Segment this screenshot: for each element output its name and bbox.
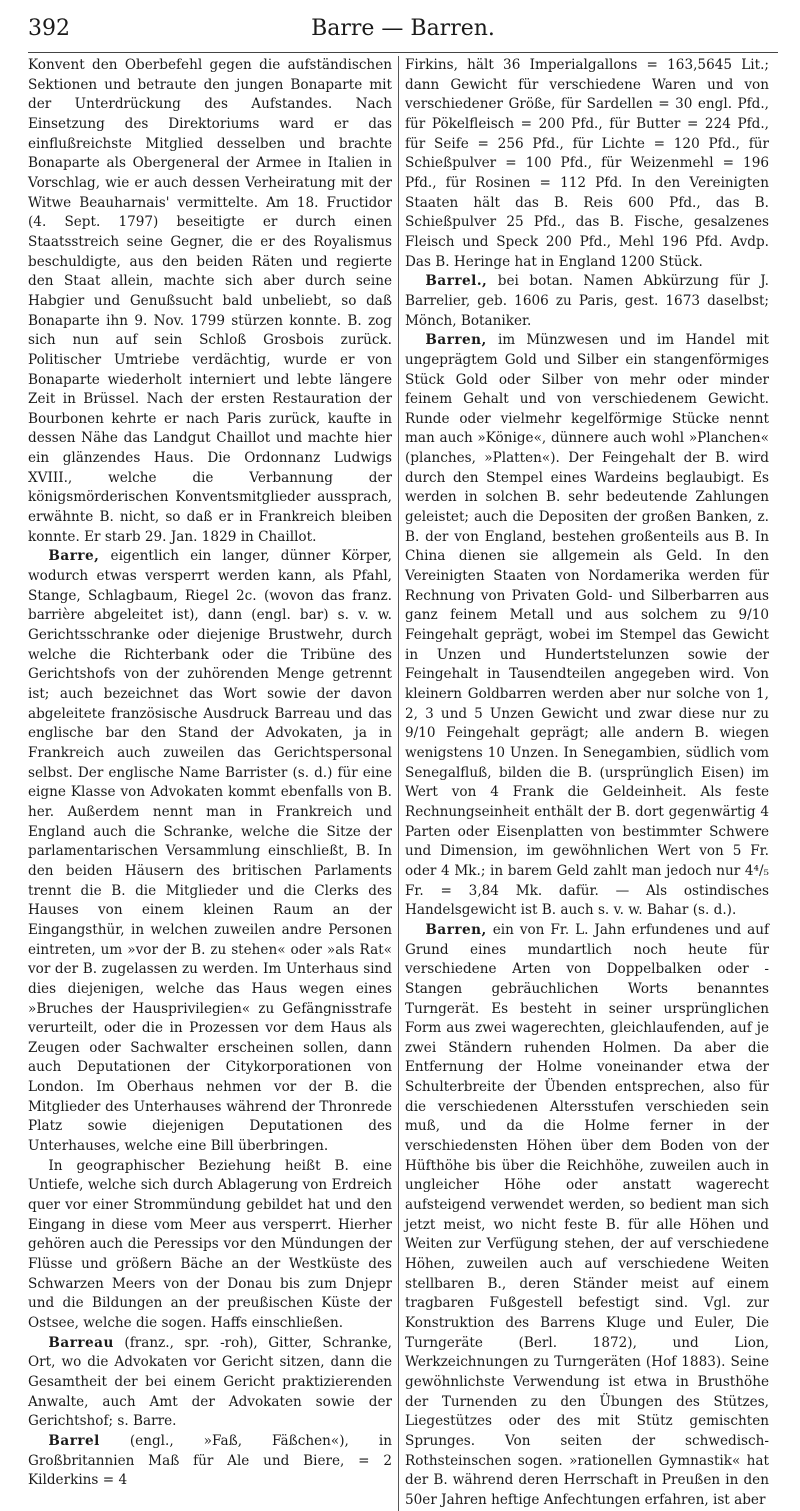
entry-text: (franz., spr. -roh), Gitter, Schranke, Ort, wo die Advokaten vor Gericht sitzen, dann die Gesamtheit der bei einem Gericht praktizierenden Anwalte, auch Amt der Advokaten sowie der Gerichtshof; s. Barre. [28,1334,392,1430]
entry-paragraph [28,547,392,1156]
entry-text: ein von Fr. L. Jahn erfundenes und auf Grund eines mundartlich noch heute für verschiedene Arten von Doppelbalken oder -Stangen gebräuchlichen Worts benanntes Turngerät. Es besteht in seiner ursprünglichen Form aus zwei wagerechten, gleichlaufenden, auf je zwei Ständern ruhenden Holmen. Da aber die Entfernung der Holme voneinander etwa der Schulterbreite der Übenden entsprechen, also für die verschiedenen Altersstufen verschieden sein muß, und da die Holme ferner in der verschiedensten Höhen über dem Boden von der Hüfthöhe bis über die Reichhöhe, zuweilen auch in ungleicher Höhe oder anstatt wagerecht aufsteigend verwendet werden, so bedient man sich jetzt meist, wo nicht feste B. für alle Höhen und Weiten zur Verfügung stehen, der auf verschiedene Höhen, zuweilen auch auf verschiedene Weiten stellbaren B., deren Ständer meist auf einem tragbaren Fußgestell befestigt sind. Vgl. zur Konstruktion des Barrens Kluge und Euler, Die Turngeräte (Berl. 1872), und Lion, Werkzeichnungen zu Turngeräten (Hof 1883). Seine gewöhnlichste Verwendung ist etwa in Brusthöhe der Turnenden zu den Übungen des Stützes, Liegestützes oder des mit Stütz gemischten Sprunges. Von seiten der schwedisch-Rothsteinschen sogen. »rationellen Gymnastik« hat der B. während deren Herrschaft in Preußen in den 50er Jahren heftige Anfechtungen erfahren, ist aber [405,921,769,1508]
entry-text: Konvent den Oberbefehl gegen die aufständischen Sektionen und betraute den jungen Bonaparte mit der Unterdrückung des Aufstandes. Nach Einsetzung des Direktoriums ward er das einflußreichste Mitglied desselben und brachte Bonaparte als Obergeneral der Armee in Italien in Vorschlag, wie er auch dessen Verheiratung mit der Witwe Beauharnais' vermittelte. Am 18. Fructidor (4. Sept. 1797) beseitigte er durch einen Staatsstreich seine Gegner, die er des Royalismus beschuldigte, aus den beiden Räten und regierte den Staat allein, machte sich aber durch seine Habgier und Genußsucht bald unbeliebt, so daß Bonaparte ihn 9. Nov. 1799 stürzen konnte. B. zog sich nun auf sein Schloß Grosbois zurück. Politischer Umtriebe verdächtig, wurde er von Bonaparte wiederholt interniert und lebte längere Zeit in Brüssel. Nach der ersten Restauration der Bourbonen kehrte er nach Paris zurück, kaufte in dessen Nähe das Landgut Chaillot und machte hier ein glänzendes Haus. Die Ordonnanz Ludwigs XVIII., welche die Verbannung der königsmörderischen Konventsmitglieder aussprach, erwähnte B. nicht, so daß er in Frankreich bleiben konnte. Er starb 29. Jan. 1829 in Chaillot. [28,57,392,545]
entry-paragraph [28,1432,392,1491]
entry-headword: Barrel [48,1432,100,1449]
entry-paragraph [405,56,769,272]
entry-headword: Barrel., [425,273,488,290]
entry-paragraph [405,921,769,1511]
entry-paragraph [405,331,769,921]
entry-text: In geographischer Beziehung heißt B. eine Untiefe, welche sich durch Ablagerung von Erdreich quer vor einer Strommündung gebildet hat und den Eingang in diese vom Meer aus versperrt. Hierher gehören auch die Peressips vor den Mündungen der Flüsse und größern Bäche an der Westküste des Schwarzen Meers von der Donau bis zum Dnjepr und die Bildungen an der preußischen Küste der Ostsee, welche die sogen. Haffs einschließen. [28,1157,392,1331]
entry-text: Firkins, hält 36 Imperialgallons = 163,5645 Lit.; dann Gewicht für verschiedene Waren und von verschiedener Größe, für Sardellen = 30 engl. Pfd., für Pökelfleisch = 200 Pfd., für Butter = 224 Pfd., für Seife = 256 Pfd., für Lichte = 120 Pfd., für Schießpulver = 100 Pfd., für Weizenmehl = 196 Pfd., für Rosinen = 112 Pfd. In den Vereinigten Staaten hält das B. Reis 600 Pfd., das B. Schießpulver 25 Pfd., das B. Fische, gesalzenes Fleisch und Speck 200 Pfd., Mehl 196 Pfd. Avdp. Das B. Heringe hat in England 1200 Stück. [405,57,769,270]
entry-paragraph [28,1157,392,1334]
entry-paragraph [28,56,392,547]
page-number: 392 [28,16,70,41]
entry-headword: Barreau [48,1334,114,1351]
two-column-body [28,56,778,1511]
entry-text: (engl., »Faß, Fäßchen«), in Großbritannien Maß für Ale und Biere, = 2 Kilderkins = 4 [28,1432,392,1489]
right-column [399,56,769,1511]
left-column [28,56,398,1511]
running-title: Barre — Barren. [311,16,495,41]
entry-paragraph [405,272,769,331]
running-header [28,12,778,53]
entry-headword: Barren, [425,332,487,349]
entry-text: eigentlich ein langer, dünner Körper, wodurch etwas versperrt werden kann, als Pfahl, Stange, Schlagbaum, Riegel 2c. (wovon das franz. barrière abgeleitet ist), dann (engl. bar) s. v. w. Gerichtsschranke oder diejenige Brustwehr, durch welche die Richterbank oder die Tribüne des Gerichtshofs von der zuhörenden Menge getrennt ist; auch bezeichnet das Wort sowie der davon abgeleitete französische Ausdruck Barreau und das englische bar den Stand der Advokaten, ja in Frankreich auch zuweilen das Gerichtspersonal selbst. Der englische Name Barrister (s. d.) für eine eigne Klasse von Advokaten kommt ebenfalls von B. her. Außerdem nennt man in Frankreich und England auch die Schranke, welche die Sitze der parlamentarischen Versammlung einschließt, B. In den beiden Häusern des britischen Parlaments trennt die B. die Mitglieder und die Clerks des Hauses von einem kleinen Raum an der Eingangsthür, in welchen zuweilen andre Personen eintreten, um »vor der B. zu stehen« oder »als Rat« vor der B. zugelassen zu werden. Im Unterhaus sind dies diejenigen, welche das Haus wegen eines »Bruches der Hausprivilegien« zu Gefängnisstrafe verurteilt, oder die in Prozessen vor dem Haus als Zeugen oder Sachwalter erscheinen sollen, dann auch Deputationen der Citykorporationen von London. Im Oberhaus nehmen vor der B. die Mitglieder des Unterhauses während der Thronrede Platz sowie diejenigen Deputationen des Unterhauses, welche eine Bill überbringen. [28,548,392,1155]
entry-headword: Barre, [48,548,100,565]
entry-text: im Münzwesen und im Handel mit ungeprägtem Gold und Silber ein stangenförmiges Stück Gold oder Silber von mehr oder minder feinem Gehalt und von verschiedenem Gewicht. Runde oder vielmehr kegelförmige Stücke nennt man auch »Könige«, dünnere auch wohl »Planchen« (planches, »Platten«). Der Feingehalt der B. wird durch den Stempel eines Wardeins beglaubigt. Es werden in solchen B. sehr bedeutende Zahlungen geleistet; auch die Depositen der großen Banken, z. B. der von England, bestehen großenteils aus B. In China dienen sie allgemein als Geld. In den Vereinigten Staaten von Nordamerika werden für Rechnung von Privaten Gold- und Silberbarren aus ganz feinem Metall und aus solchem zu 9/10 Feingehalt geprägt, wobei im Stempel das Gewicht in Unzen und Hundertstelunzen sowie der Feingehalt in Tausendteilen angegeben wird. Von kleinern Goldbarren werden aber nur solche von 1, 2, 3 und 5 Unzen Gewicht und zwar diese nur zu 9/10 Feingehalt geprägt; alle andern B. wiegen wenigstens 10 Unzen. In Senegambien, südlich vom Senegalfluß, bilden die B. (ursprünglich Eisen) im Wert von 4 Frank die Geldeinheit. Als feste Rechnungseinheit enthält der B. dort gegenwärtig 4 Parten oder Eisenplatten von bestimmter Schwere und Dimension, im gewöhnlichen Wert von 5 Fr. oder 4 Mk.; in barem Geld zahlt man jedoch nur 4⁴/₅ Fr. = 3,84 Mk. dafür. — Als ostindisches Handelsgewicht ist B. auch s. v. w. Bahar (s. d.). [405,332,769,919]
entry-headword: Barren, [425,921,487,938]
entry-text: bei botan. Namen Abkürzung für J. Barrelier, geb. 1606 zu Paris, gest. 1673 daselbst; Mönch, Botaniker. [405,273,769,329]
entry-paragraph [28,1334,392,1432]
